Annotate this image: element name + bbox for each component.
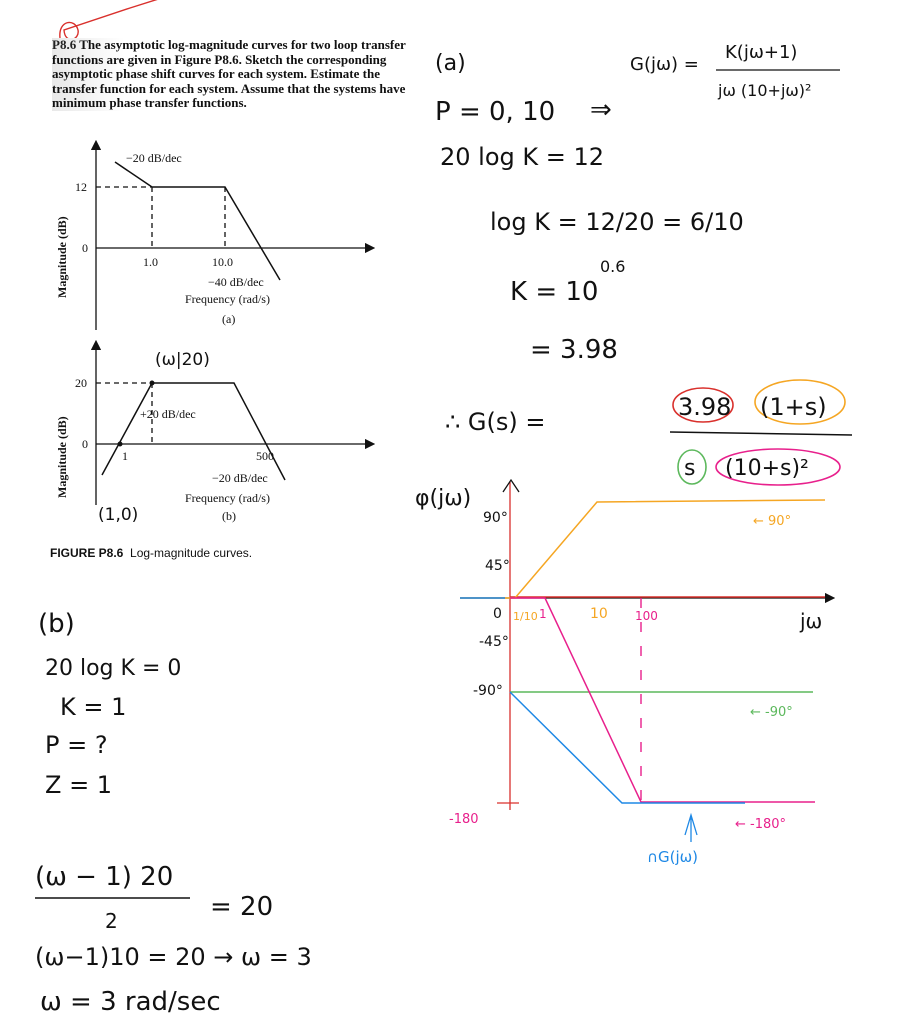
b-line6: (ω−1)10 = 20 → ω = 3: [35, 943, 312, 971]
lbl-blue: ∩G(jω): [647, 848, 699, 866]
a-line4: = 3.98: [530, 335, 618, 365]
a-line3-exp: 0.6: [600, 257, 626, 276]
caption-b: (b): [222, 509, 236, 523]
tick-500: 500: [256, 449, 274, 463]
slope-up-label: +20 dB/dec: [140, 407, 196, 421]
tick-10: 10.0: [212, 255, 233, 269]
phase-xlabel: jω: [800, 609, 823, 633]
implies-arrow: ⇒: [590, 95, 612, 125]
b-line4: Z = 1: [45, 771, 113, 799]
therefore: ∴ G(s) =: [445, 408, 546, 436]
tick-0: 0: [82, 241, 88, 255]
magnitude-curve-b: [102, 383, 285, 480]
problem-text: The asymptotic log-magnitude curves for two loop transfer functions are given in Figure P8.6. Sketch the corresponding asymptotic phase shift curves for each system. Estimate the transfer function for each system. Assume that the systems have minimum phase transfer functions.: [52, 37, 406, 110]
slope-low-label: −20 dB/dec: [126, 151, 182, 165]
figure-b: [40, 340, 410, 540]
part-b-work: [30, 590, 410, 1020]
a-line2: log K = 12/20 = 6/10: [490, 208, 744, 236]
pz: P = 0, 10: [435, 97, 556, 127]
slope-down-label: −20 dB/dec: [212, 471, 268, 485]
lbl-orange: ← 90°: [753, 514, 792, 529]
lbl-green: ← -90°: [750, 705, 793, 720]
note-point-bottom: (1,0): [98, 505, 139, 525]
problem-statement: [52, 38, 412, 111]
gjw-den: jω (10+jω)²: [718, 81, 812, 100]
tick-12: 12: [75, 180, 87, 194]
phase-plot: [415, 470, 885, 870]
gjw-num: K(jω+1): [725, 42, 798, 63]
problem-number: P8.6: [52, 37, 77, 52]
b-line1: 20 log K = 0: [45, 656, 182, 681]
b-line3: P = ?: [45, 731, 108, 759]
y-n90: -90°: [473, 683, 503, 699]
tick-1: 1.0: [143, 255, 158, 269]
phase-ylabel: φ(jω): [415, 486, 472, 511]
ylabel-b: Magnitude (dB): [55, 416, 69, 498]
x-100: 100: [635, 609, 658, 623]
den-s: s: [684, 456, 696, 481]
den-factor: (10+s)²: [725, 456, 809, 481]
figure-a: [40, 140, 410, 340]
note-point-top: (ω|20): [155, 350, 210, 370]
figure-caption-label: FIGURE P8.6: [50, 546, 124, 560]
a-line3: K = 10: [510, 277, 599, 307]
tick-1b: 1: [122, 449, 128, 463]
tick-20: 20: [75, 376, 87, 390]
b-line7: ω = 3 rad/sec: [40, 987, 221, 1017]
y-n45: -45°: [479, 634, 509, 650]
a-line1: 20 log K = 12: [440, 143, 605, 171]
b-line2: K = 1: [60, 693, 127, 721]
blue-curve: [510, 692, 745, 803]
num-k: 3.98: [678, 393, 732, 421]
frac-rhs: = 20: [210, 892, 274, 922]
tick-0b: 0: [82, 437, 88, 451]
xlabel-a: Frequency (rad/s): [185, 292, 270, 306]
lbl-pink: ← -180°: [735, 817, 787, 832]
figure-caption-text: Log-magnitude curves.: [130, 546, 253, 560]
frac-num: (ω − 1) 20: [35, 862, 174, 892]
frac-den: 2: [105, 909, 118, 933]
num-factor: (1+s): [760, 393, 827, 421]
part-a-work: [420, 30, 890, 500]
part-a-label: (a): [435, 51, 466, 76]
pink-curve: [510, 598, 815, 802]
magnitude-curve-a: [115, 162, 280, 280]
y-n180: -180: [449, 812, 479, 827]
part-b-label: (b): [38, 609, 75, 639]
caption-a: (a): [222, 312, 236, 326]
x-10: 10: [590, 606, 608, 622]
y-0: 0: [493, 606, 502, 622]
ylabel-a: Magnitude (dB): [55, 216, 69, 298]
xlabel-b: Frequency (rad/s): [185, 491, 270, 505]
figure-caption: [50, 546, 252, 560]
y-90: 90°: [483, 510, 508, 526]
x-1: 1: [539, 607, 547, 621]
slope-high-label: −40 dB/dec: [208, 275, 264, 289]
x-01: 1/10: [513, 610, 538, 623]
y-45: 45°: [485, 558, 510, 574]
gjw-lhs: G(jω) =: [630, 54, 699, 75]
